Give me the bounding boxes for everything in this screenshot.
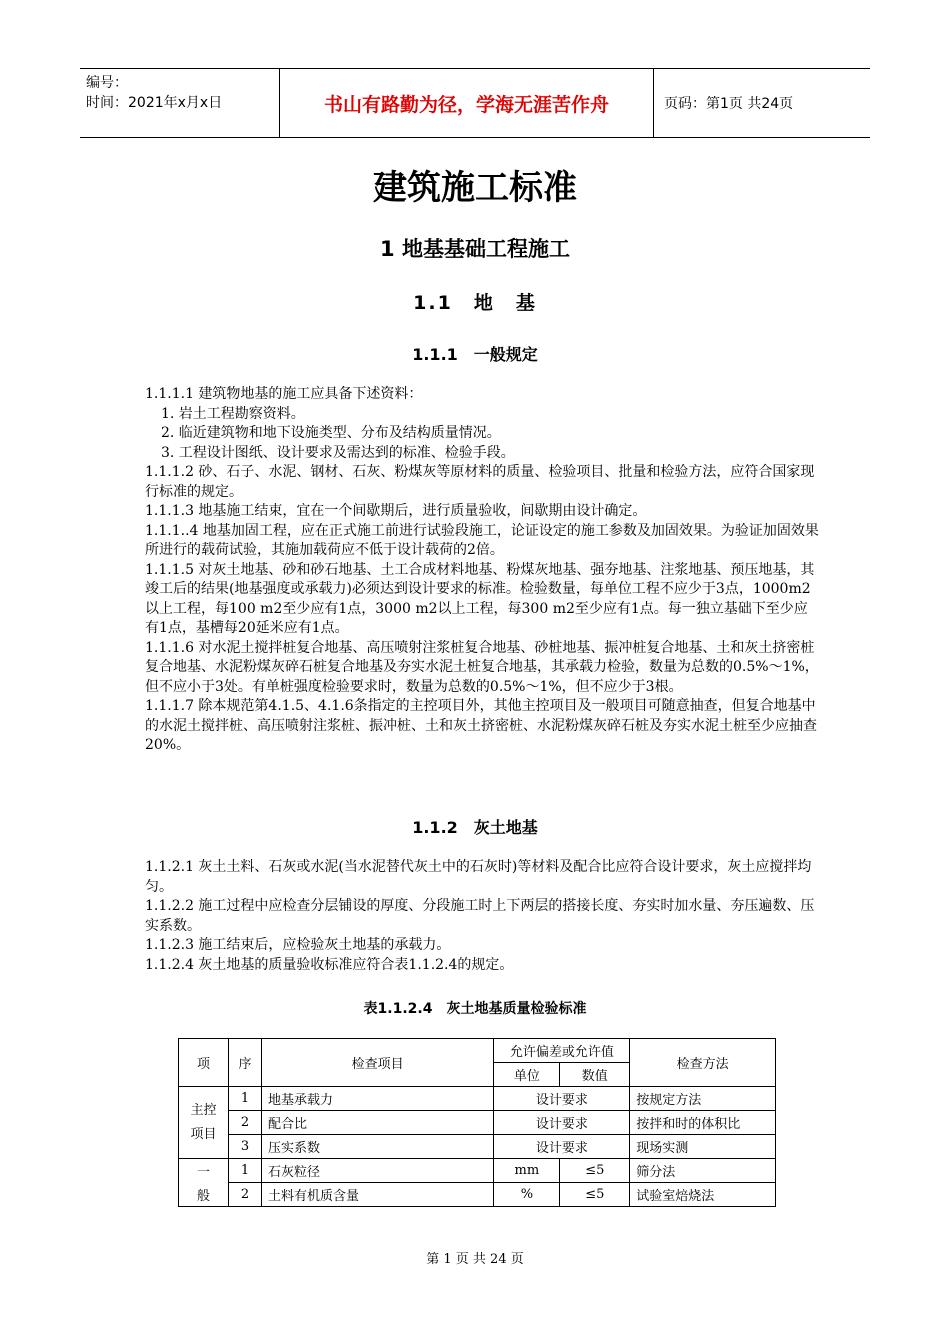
cell-method: 现场实测 <box>630 1135 776 1159</box>
cell-value: ≤5 <box>560 1159 630 1183</box>
paragraph: 1.1.1..4 地基加固工程，应在正式施工前进行试验段施工，论证设定的施工参数及加固效果。为验证加固效果所进行的载荷试验，其施加载荷应不低于设计载荷的2倍。 <box>145 522 819 558</box>
header-check: 检查项目 <box>261 1039 493 1087</box>
paragraph: 1.1.2.4 灰土地基的质量验收标准应符合表1.1.2.4的规定。 <box>145 956 514 973</box>
paragraph: 1.1.2.1 灰土土料、石灰或水泥(当水泥替代灰土中的石灰时)等材料及配合比应符合设计要求，灰土应搅拌均匀。 <box>145 859 812 895</box>
cell-value: ≤5 <box>560 1183 630 1207</box>
table-header-row <box>179 1039 776 1063</box>
list-item: 1. 岩土工程勘察资料。 <box>161 405 305 422</box>
cell-method: 筛分法 <box>630 1159 776 1183</box>
chapter-heading: 1 地基基础工程施工 <box>380 237 570 261</box>
cell-seq: 1 <box>228 1159 261 1183</box>
group-main: 主控项目 <box>179 1087 229 1159</box>
paragraph: 1.1.1.5 对灰土地基、砂和砂石地基、土工合成材料地基、粉煤灰地基、强夯地基、注浆地基、预压地基，其竣工后的结果(地基强度或承载力)必须达到设计要求的标准。检验数量，每单位工程不应少于3点，1000m2以上工程，每100 m2至少应有1点，3000 m2以上工程，每300 m2至少应有1点。每一独立基础下至少应有1点，基槽每20延米应有1点。 <box>145 561 815 636</box>
cell-item: 配合比 <box>261 1111 493 1135</box>
section-heading: 1.1 地 基 <box>413 292 537 314</box>
cell-unit: mm <box>494 1159 560 1183</box>
paragraph: 1.1.2.3 施工结束后，应检验灰土地基的承载力。 <box>145 937 451 953</box>
table-row <box>179 1111 776 1135</box>
cell-item: 石灰粒径 <box>261 1159 493 1183</box>
cell-seq: 2 <box>228 1111 261 1135</box>
cell-seq: 1 <box>228 1087 261 1111</box>
subsection-heading-lime-soil: 1.1.2 灰土地基 <box>412 818 538 837</box>
paragraph: 1.1.1.6 对水泥土搅拌桩复合地基、高压喷射注浆桩复合地基、砂桩地基、振冲桩复合地基、土和灰土挤密桩复合地基、水泥粉煤灰碎石桩复合地基及夯实水泥土桩复合地基，其承载力检验，数量为总数的0.5%～1%，但不应小于3处。有单桩强度检验要求时，数量为总数的0.5%～1%，但不应少于3根。 <box>145 639 819 695</box>
paragraph: 1.1.1.7 除本规范第4.1.5、4.1.6条指定的主控项目外，其他主控项目及一般项目可随意抽查，但复合地基中的水泥土搅拌桩、高压喷射注浆桩、振冲桩、土和灰土挤密桩、水泥粉煤灰碎石桩及夯实水泥土桩至少应抽查20%。 <box>145 698 817 753</box>
table-row <box>179 1135 776 1159</box>
cell-method: 按规定方法 <box>630 1087 776 1111</box>
paragraph: 1.1.1.2 砂、石子、水泥、钢材、石灰、粉煤灰等原材料的质量、检验项目、批量和检验方法，应符合国家现行标准的规定。 <box>145 464 815 500</box>
lime-soil-body <box>145 858 820 975</box>
subsection-heading-general: 1.1.1 一般规定 <box>412 345 538 364</box>
header-item: 项 <box>179 1039 229 1087</box>
cell-tolerance: 设计要求 <box>494 1135 630 1159</box>
paragraph: 1.1.2.2 施工过程中应检查分层铺设的厚度、分段施工时上下两层的搭接长度、夯实时加水量、夯压遍数、压实系数。 <box>145 898 815 934</box>
paragraph: 1.1.1.3 地基施工结束，宜在一个间歇期后，进行质量验收，间歇期由设计确定。 <box>145 503 647 519</box>
table-row <box>179 1183 776 1207</box>
table-row <box>179 1087 776 1111</box>
cell-seq: 2 <box>228 1183 261 1207</box>
general-rules-body <box>145 385 820 756</box>
cell-unit: % <box>494 1183 560 1207</box>
header-page-info: 页码：第1页 共24页 <box>664 96 794 112</box>
cell-method: 试验室焙烧法 <box>630 1183 776 1207</box>
list-item: 2. 临近建筑物和地下设施类型、分布及结构质量情况。 <box>161 425 501 441</box>
header-motto: 书山有路勤为径，学海无涯苦作舟 <box>280 69 654 137</box>
cell-item: 土料有机质含量 <box>261 1183 493 1207</box>
cell-method: 按拌和时的体积比 <box>630 1111 776 1135</box>
header-unit: 单位 <box>494 1063 560 1087</box>
document-title: 建筑施工标准 <box>373 168 577 208</box>
quality-inspection-table <box>178 1038 776 1207</box>
header-value: 数值 <box>560 1063 630 1087</box>
cell-seq: 3 <box>228 1135 261 1159</box>
paragraph: 1.1.1.1 建筑物地基的施工应具备下述资料： <box>145 386 423 402</box>
header-method: 检查方法 <box>630 1039 776 1087</box>
cell-tolerance: 设计要求 <box>494 1087 630 1111</box>
table-row <box>179 1159 776 1183</box>
page-header <box>80 68 870 138</box>
cell-item: 地基承载力 <box>261 1087 493 1111</box>
group-general-a: 一 <box>179 1159 229 1183</box>
cell-tolerance: 设计要求 <box>494 1111 630 1135</box>
code-label: 编号： <box>86 75 128 91</box>
header-tolerance: 允许偏差或允许值 <box>494 1039 630 1063</box>
header-meta <box>80 69 280 137</box>
cell-item: 压实系数 <box>261 1135 493 1159</box>
page-footer: 第 1 页 共 24 页 <box>426 1252 524 1267</box>
list-item: 3. 工程设计图纸、设计要求及需达到的标准、检验手段。 <box>161 444 515 461</box>
group-general-b: 般 <box>179 1183 229 1207</box>
time-label: 时间：2021年x月x日 <box>86 95 223 111</box>
header-seq: 序 <box>228 1039 261 1087</box>
table-caption: 表1.1.2.4 灰土地基质量检验标准 <box>363 1001 587 1017</box>
